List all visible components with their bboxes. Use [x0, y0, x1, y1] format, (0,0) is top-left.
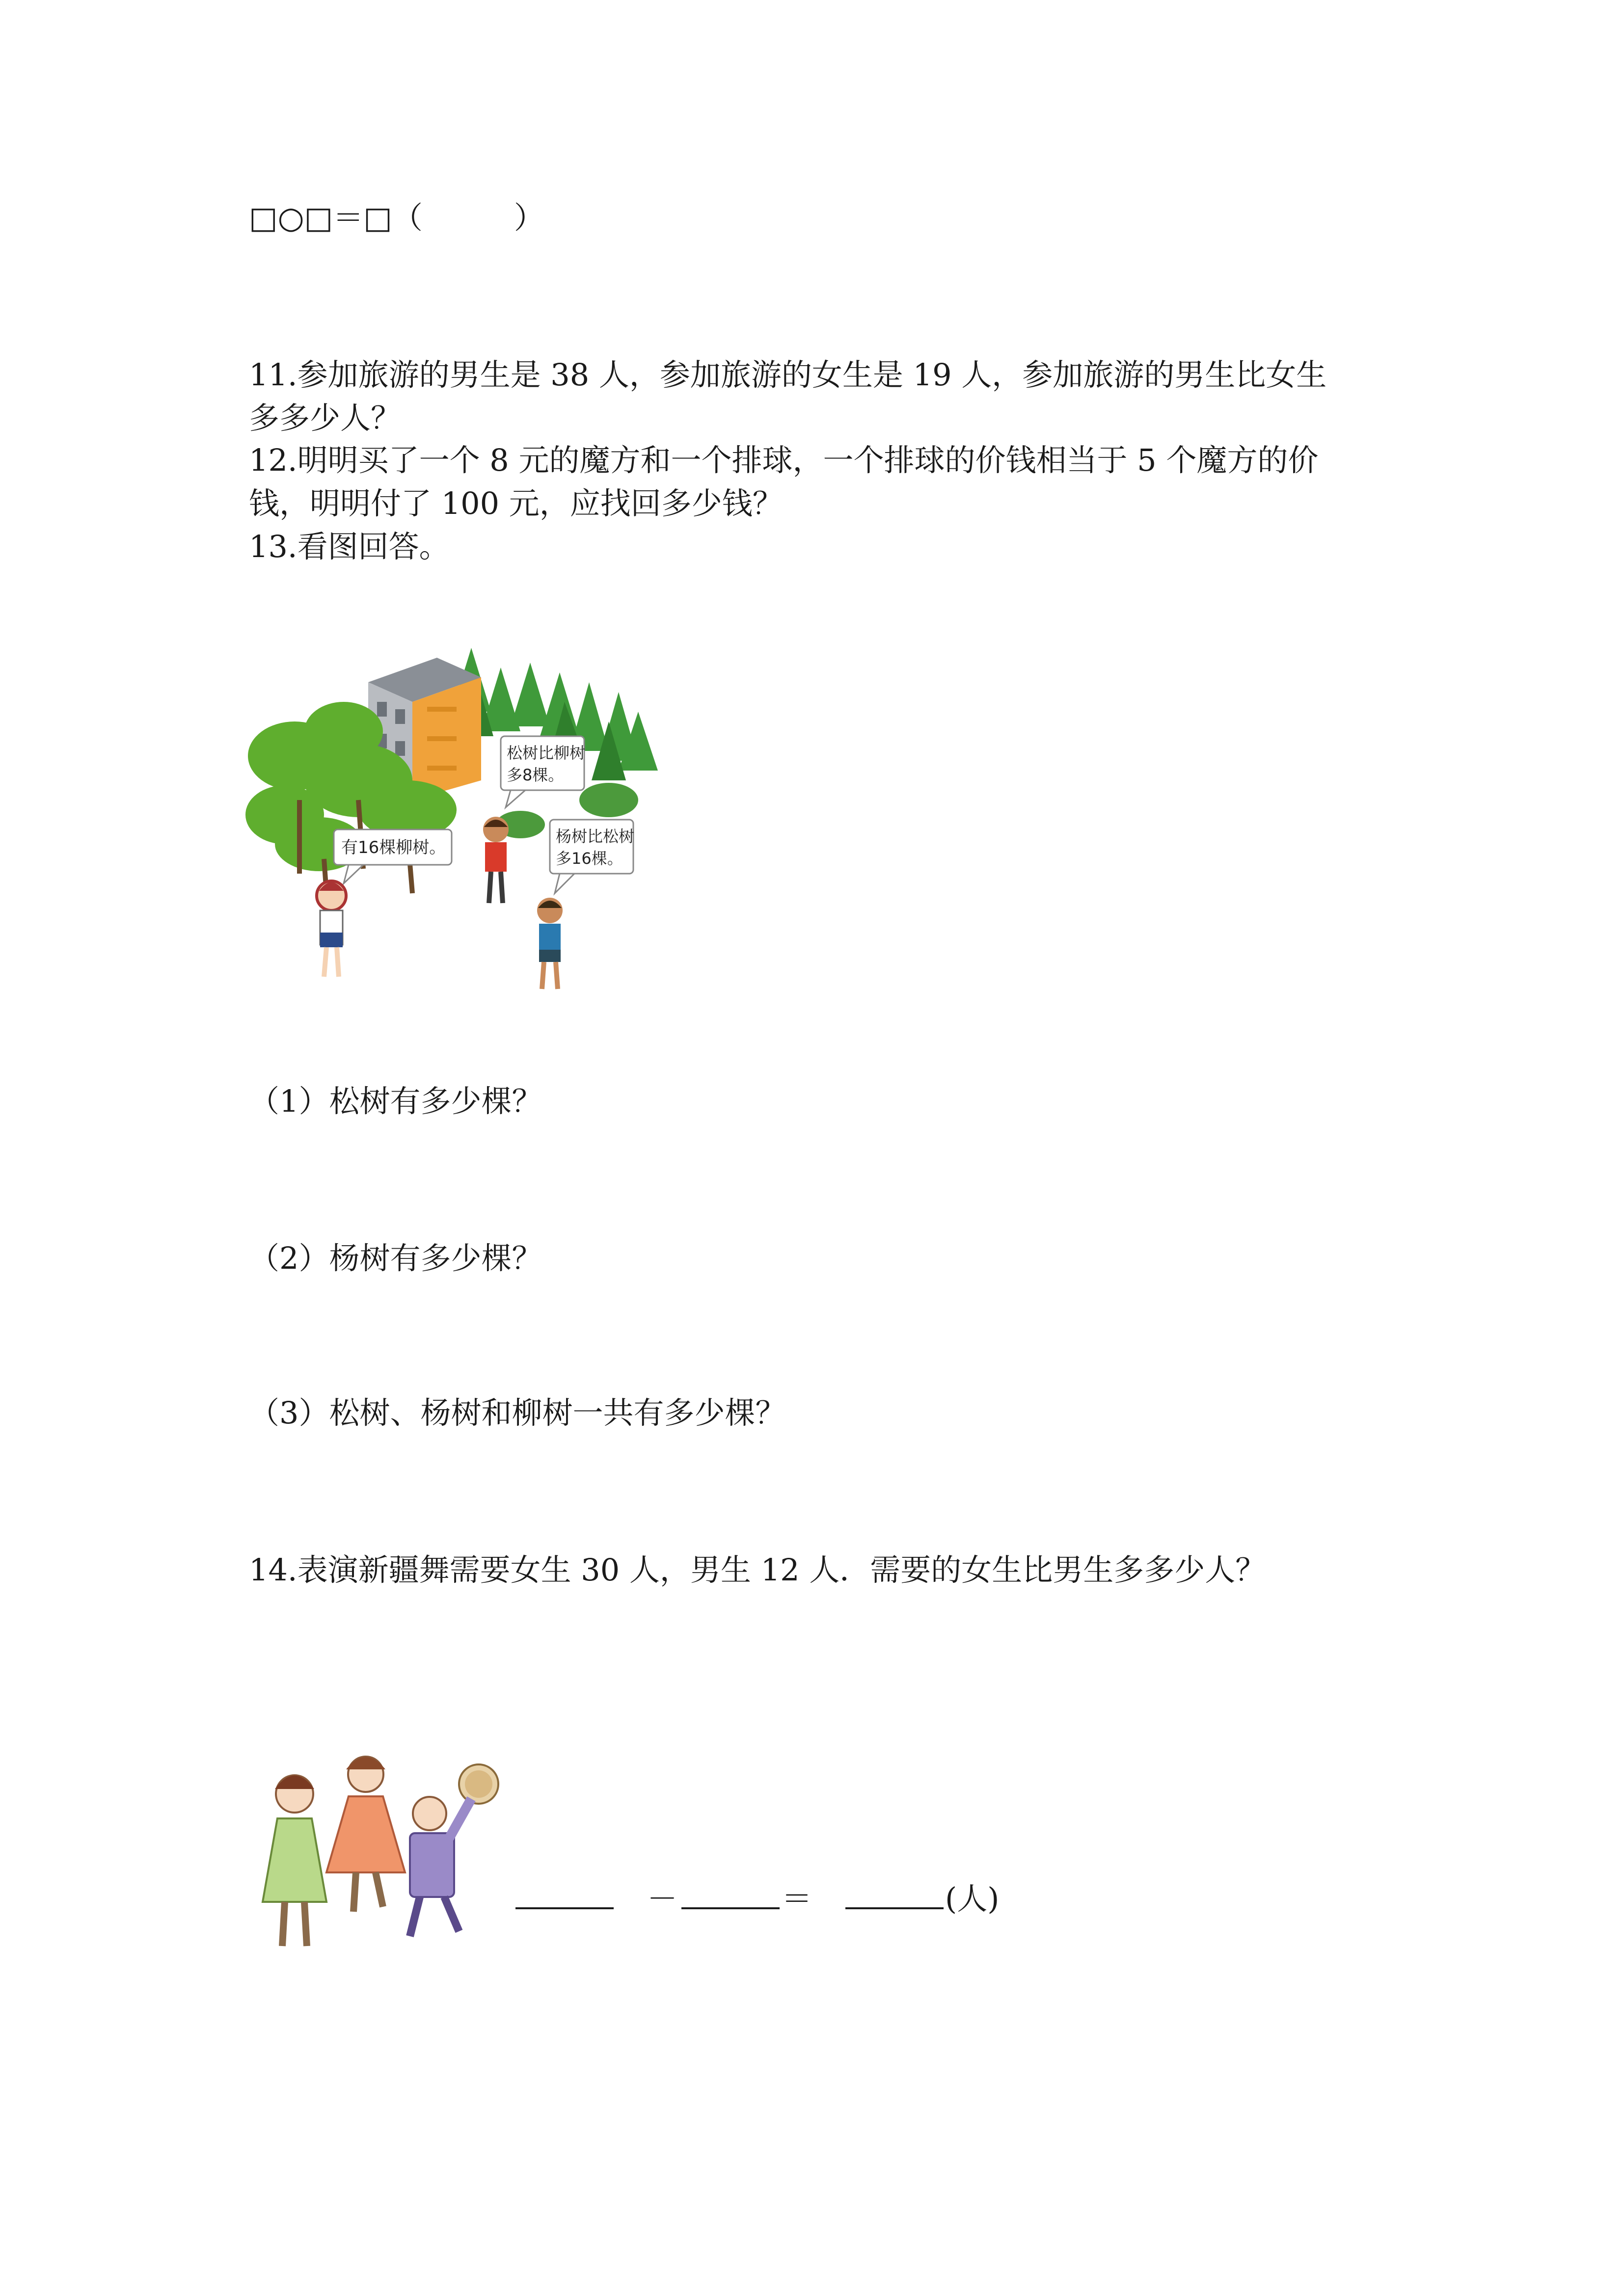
boy-figure-blue: [537, 898, 563, 989]
speech-bubble-boy1: [501, 736, 585, 807]
q12-line1: 12.明明买了一个 8 元的魔方和一个排球，一个排球的价钱相当于 5 个魔方的价: [249, 442, 1319, 478]
q13-sub1: （1）松树有多少棵？: [249, 1083, 542, 1119]
q14-text: 14.表演新疆舞需要女生 30 人，男生 12 人．需要的女生比男生多多少人？: [249, 1552, 1266, 1588]
dancer-purple: [410, 1764, 498, 1936]
bubble-boy2-line1: 杨树比松树: [556, 827, 635, 846]
q14-equals-sign: ＝: [782, 1881, 812, 1917]
q13-sub2: （2）杨树有多少棵？: [249, 1240, 542, 1276]
speech-bubble-girl: [334, 829, 452, 883]
bubble-boy1-line2: 多8棵。: [507, 766, 564, 784]
q11-line1: 11.参加旅游的男生是 38 人，参加旅游的女生是 19 人，参加旅游的男生比女生: [249, 357, 1327, 393]
q12-line2: 钱，明明付了 100 元，应找回多少钱？: [249, 485, 783, 521]
q14-blank-2[interactable]: [681, 1877, 780, 1921]
q13-sub3: （3）松树、杨树和柳树一共有多少棵？: [249, 1395, 786, 1431]
girl-figure: [317, 881, 346, 977]
q14-minus-sign: －: [647, 1881, 678, 1917]
tree-scene-illustration: [245, 638, 677, 1001]
q11-line2: 多多少人？: [249, 400, 402, 436]
q14-blank-1[interactable]: [515, 1877, 614, 1921]
dancer-green: [263, 1775, 326, 1946]
bubble-boy1-line1: 松树比柳树: [507, 744, 586, 762]
bubble-girl-text: 有16棵柳树。: [341, 838, 446, 857]
bubble-boy2-line2: 多16棵。: [556, 849, 623, 868]
equation-line: □○□＝□（ ）: [249, 200, 544, 236]
dancer-orange: [326, 1757, 405, 1912]
speech-bubble-boy2: [550, 820, 634, 893]
xinjiang-dancers-illustration: [248, 1740, 513, 1966]
q14-unit: (人): [945, 1881, 1000, 1917]
boy-figure-red: [483, 817, 509, 903]
q13-title: 13.看图回答。: [249, 529, 450, 564]
q14-blank-3[interactable]: [845, 1877, 944, 1921]
